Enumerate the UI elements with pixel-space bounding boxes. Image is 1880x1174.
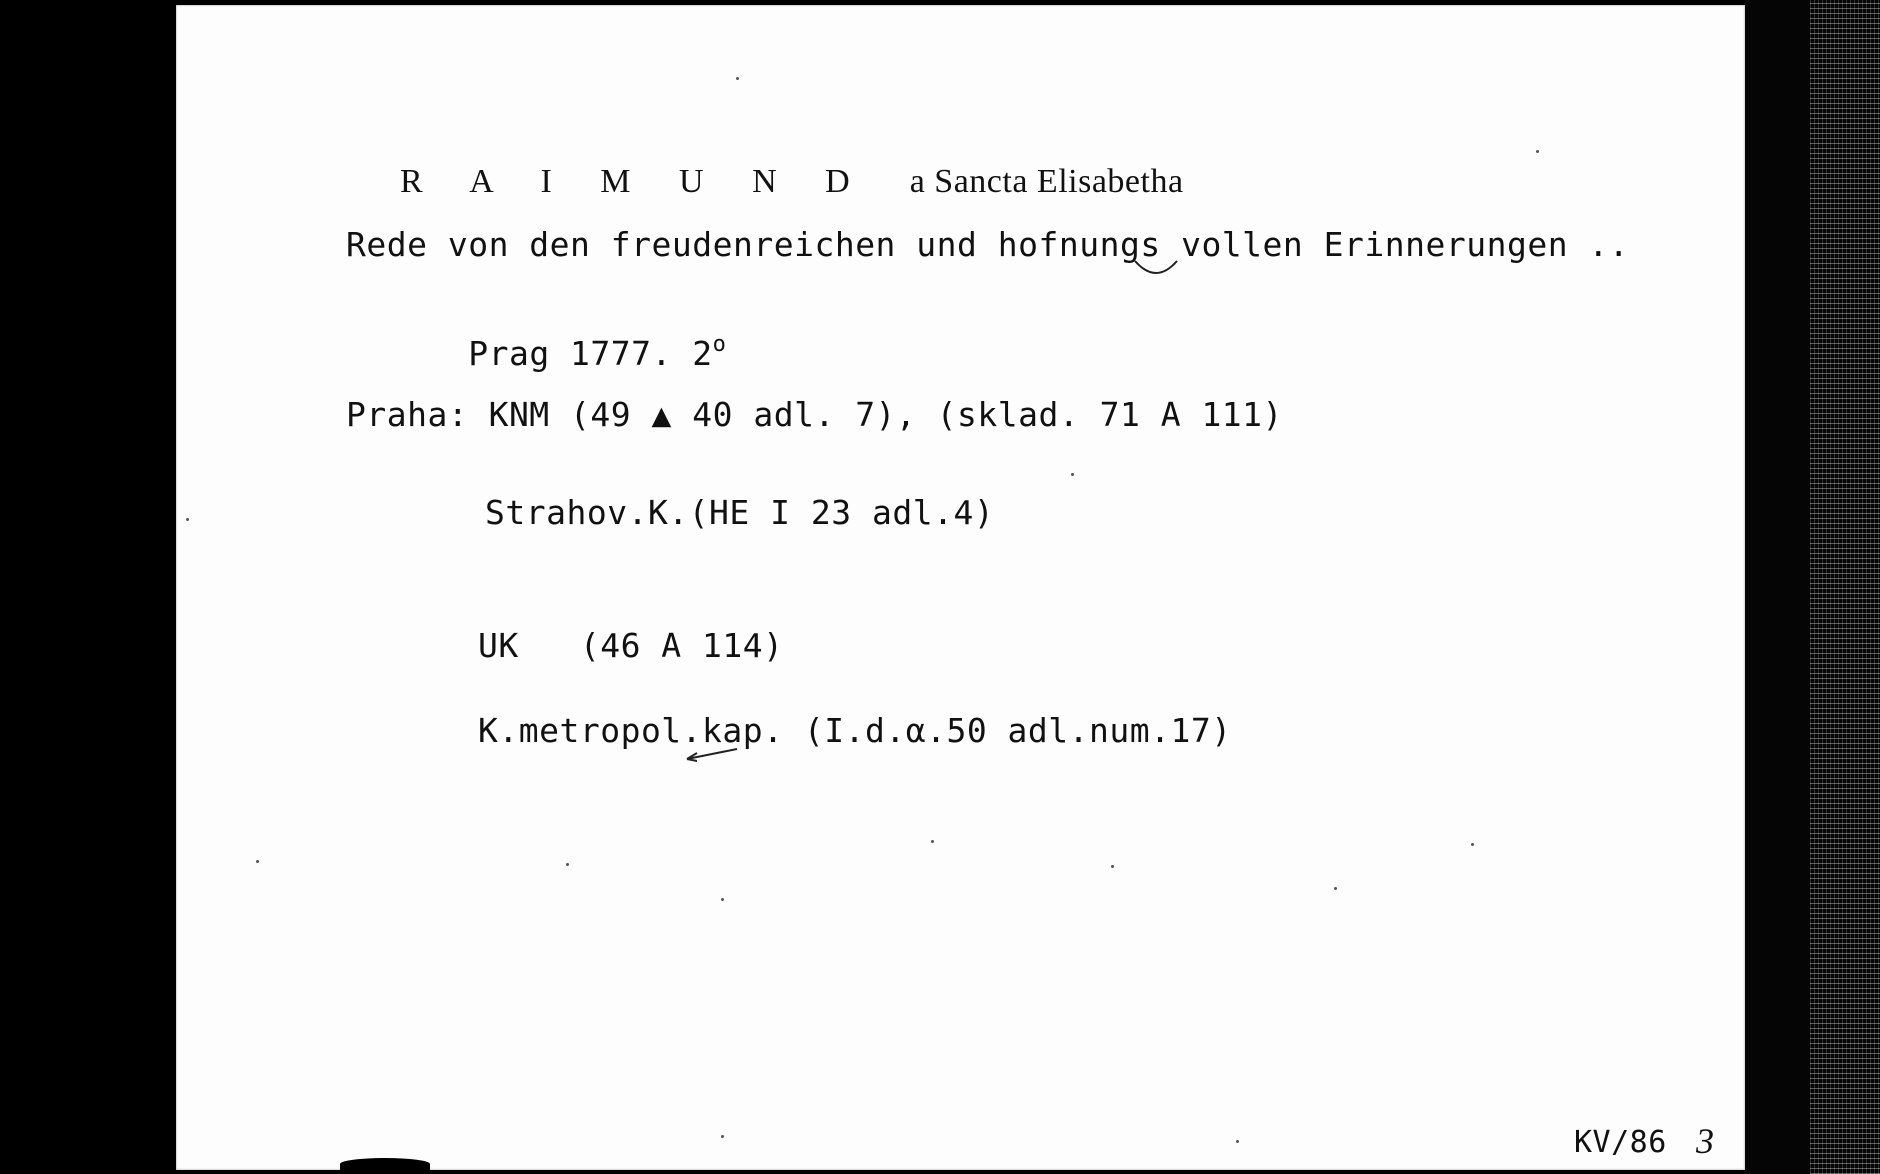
scan-edge-noise (1810, 0, 1880, 1174)
scan-border-left (0, 0, 176, 1174)
scan-speck (566, 863, 569, 866)
author-rest: a Sancta Elisabetha (909, 163, 1184, 200)
scan-speck (1536, 150, 1539, 153)
author-surname: R A I M U N D (400, 163, 870, 200)
scan-speck (1334, 887, 1337, 890)
title-line: Rede von den freudenreichen und hofnungs vollen Erinnerungen .. (346, 225, 1630, 264)
holding-line-knm: Praha: KNM (49 ▲ 40 adl. 7), (sklad. 71 A 111) (346, 395, 1283, 434)
scan-speck (256, 860, 259, 863)
imprint-text: Prag 1777. 2 (468, 334, 713, 373)
scan-speck (721, 898, 724, 901)
holding-line-strahov: Strahov.K.(HE I 23 adl.4) (485, 493, 995, 532)
author-heading (346, 125, 1184, 239)
scan-speck (1236, 1140, 1239, 1143)
scan-speck (1071, 473, 1074, 476)
shelf-code: KV/86 (1574, 1125, 1667, 1160)
scan-speck (186, 518, 189, 521)
imprint-format-sup: o (712, 332, 727, 357)
scan-border-right (1745, 0, 1880, 1174)
scan-speck (721, 1135, 724, 1138)
scan-smudge (340, 1158, 430, 1170)
handwritten-number: 3 (1696, 1121, 1715, 1161)
catalog-card (176, 5, 1745, 1170)
holding-line-uk: UK (46 A 114) (478, 626, 784, 665)
holding-line-metropol: K.metropol.kap. (I.d.α.50 adl.num.17) (478, 711, 1232, 750)
scan-speck (1111, 865, 1114, 868)
scan-speck (736, 77, 739, 80)
scan-speck (931, 840, 934, 843)
scan-speck (1471, 843, 1474, 846)
